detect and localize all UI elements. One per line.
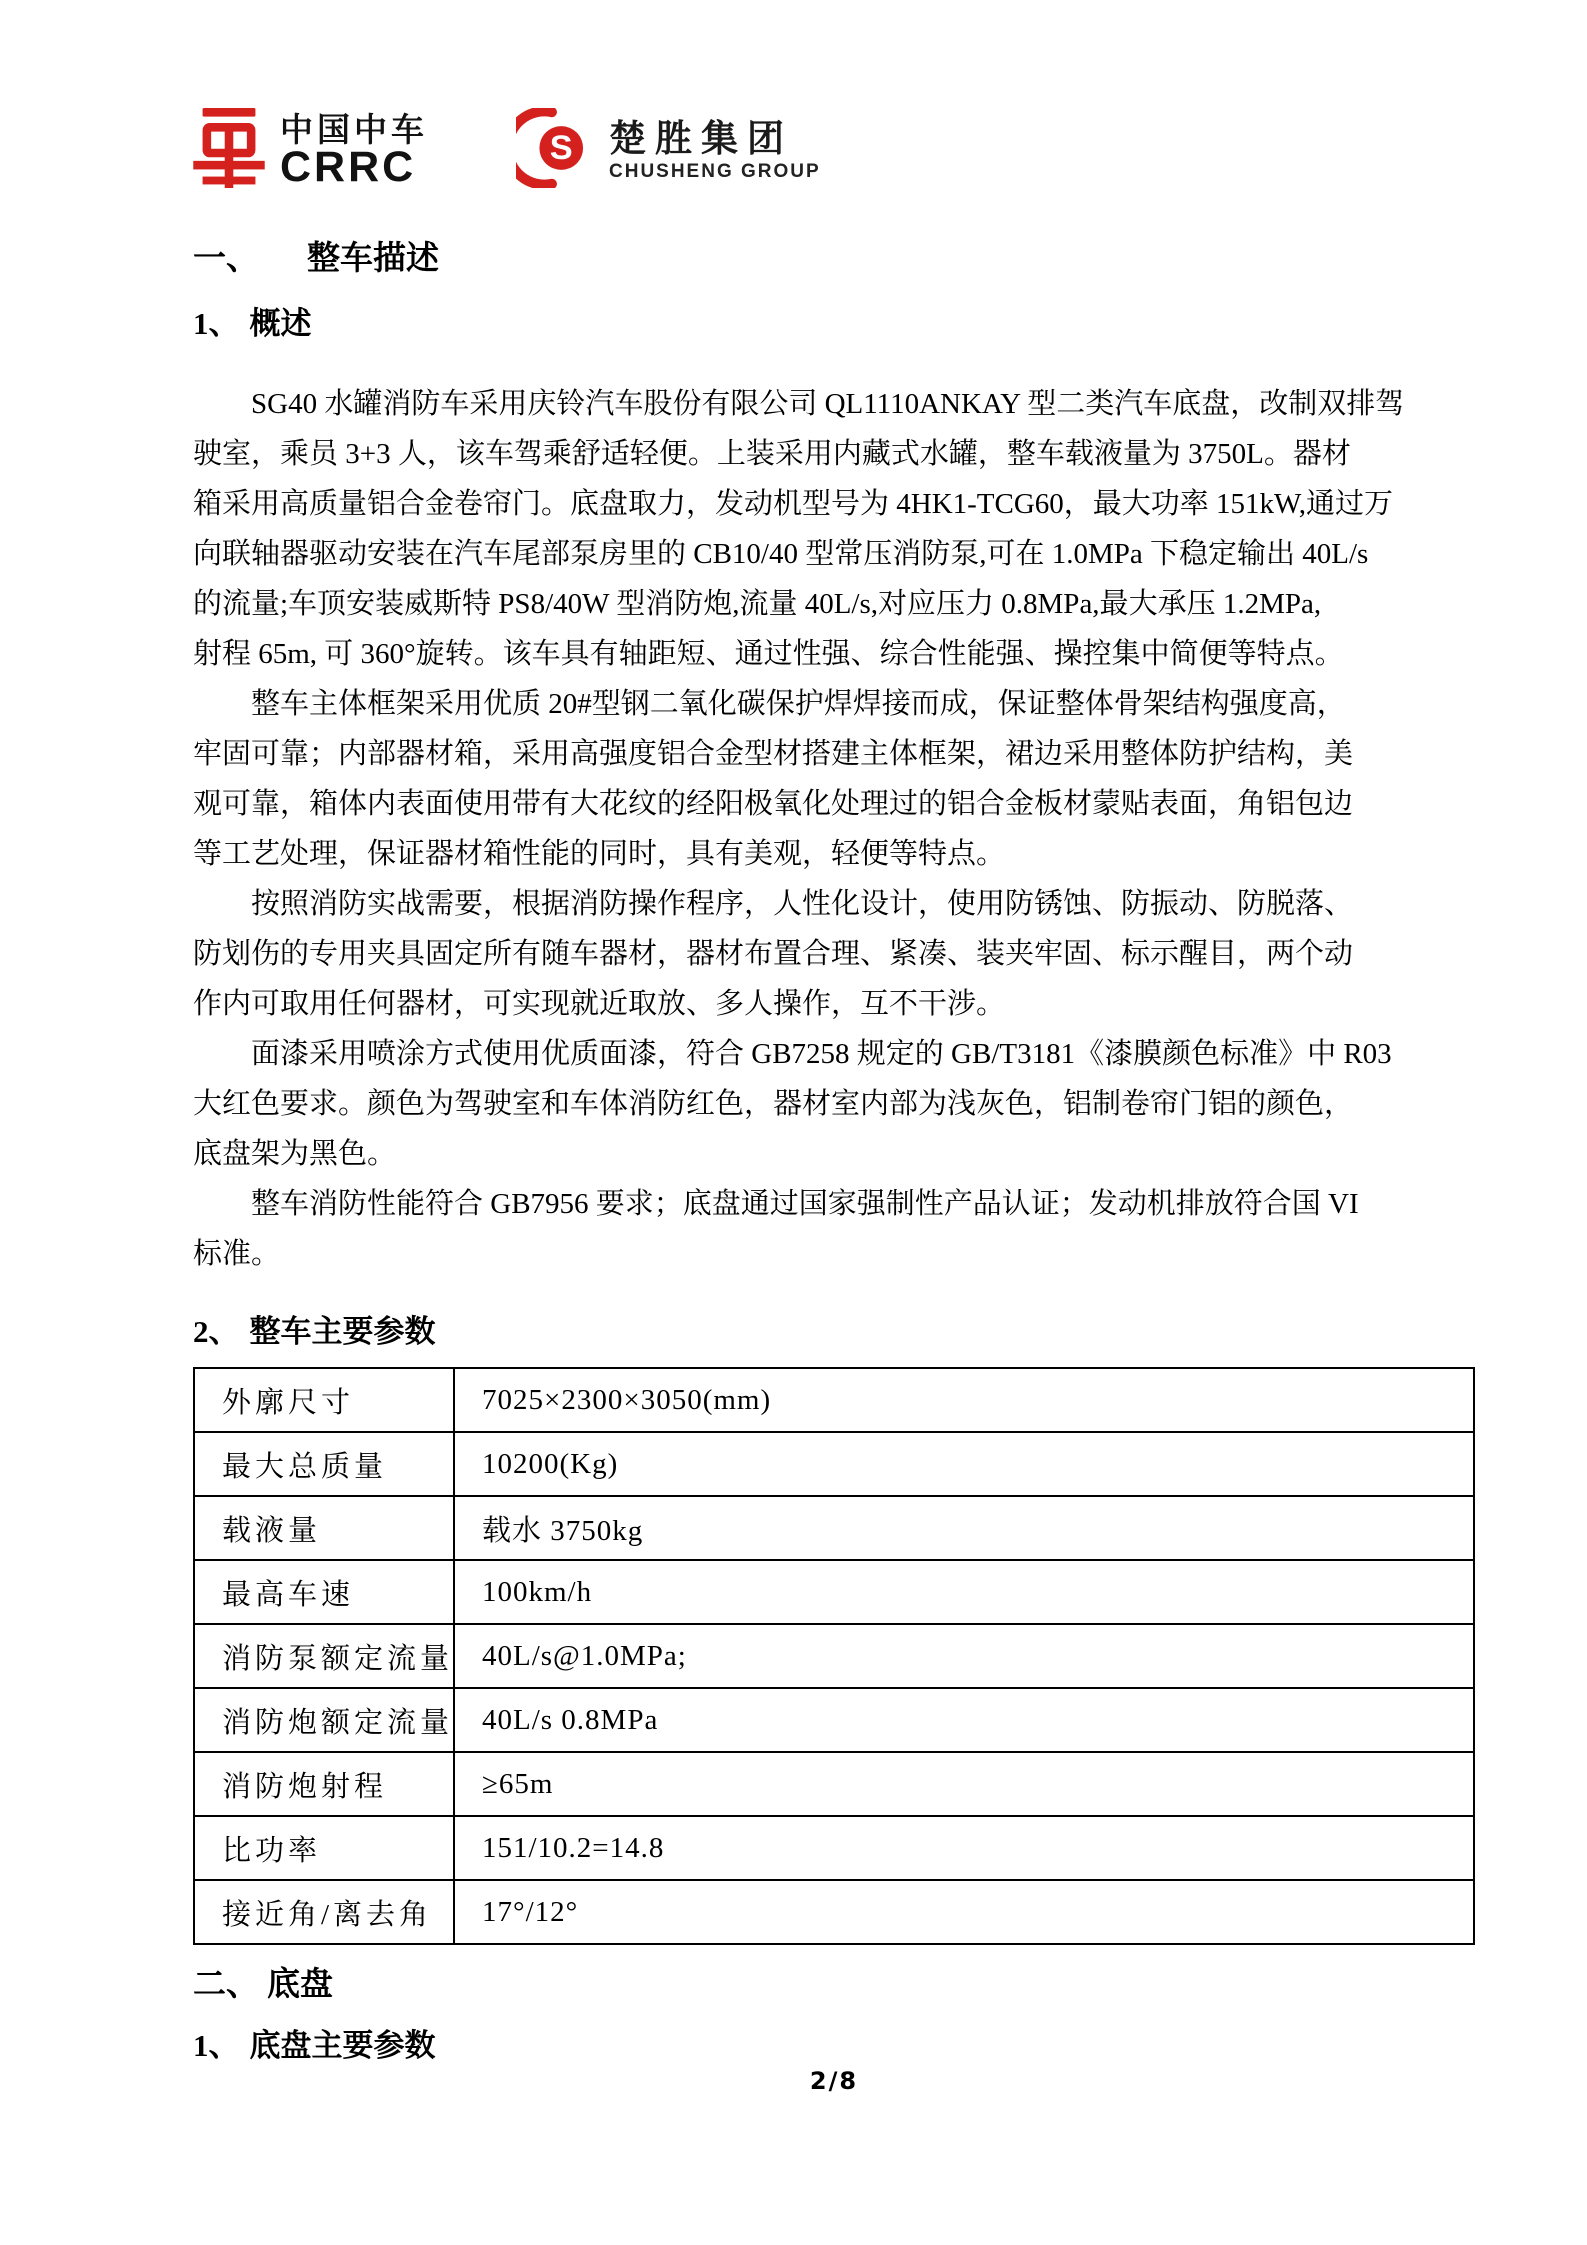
page-number: 2/8 <box>809 2067 859 2095</box>
section-1-1-title: 概述 <box>249 306 312 341</box>
overview-paragraphs <box>193 379 1475 1279</box>
svg-text:S: S <box>549 128 573 167</box>
crrc-logo <box>193 108 428 193</box>
parameter-label: 载液量 <box>194 1496 454 1560</box>
section-1-1-heading <box>193 305 1475 343</box>
section-2-1-number: 1、 <box>193 2028 240 2063</box>
chusheng-logo <box>516 108 821 193</box>
paragraph-line: 底盘架为黑色。 <box>193 1138 397 1170</box>
section-2-number: 二、 <box>193 1967 259 2003</box>
parameter-value: 151/10.2=14.8 <box>454 1816 1474 1880</box>
paragraph-line: 观可靠，箱体内表面使用带有大花纹的经阳极氧化处理过的铝合金板材蒙贴表面，角铝包边 <box>193 788 1354 820</box>
paragraph-line: SG40 水罐消防车采用庆铃汽车股份有限公司 QL1110ANKAY 型二类汽车底盘，改制双排驾 <box>251 388 1405 420</box>
section-2-heading <box>193 1965 1475 2005</box>
chusheng-name-en: CHUSHENG GROUP <box>609 160 821 182</box>
section-1-heading <box>193 239 1475 279</box>
paragraph-line: 防划伤的专用夹具固定所有随车器材，器材布置合理、紧凑、装夹牢固、标示醒目，两个动 <box>193 938 1354 970</box>
crrc-name-en: CRRC <box>280 143 417 192</box>
parameter-label: 最高车速 <box>194 1560 454 1624</box>
section-1-2-heading <box>193 1313 1475 1351</box>
paragraph-line: 标准。 <box>193 1238 281 1270</box>
parameter-label: 最大总质量 <box>194 1432 454 1496</box>
paragraph-line: 整车主体框架采用优质 20#型钢二氧化碳保护焊焊接而成，保证整体骨架结构强度高， <box>251 688 1346 720</box>
paragraph <box>193 379 1475 679</box>
section-2-1-heading <box>193 2027 1475 2065</box>
paragraph-line: 作内可取用任何器材，可实现就近取放、多人操作，互不干涉。 <box>193 988 1006 1020</box>
section-1-number: 一、 <box>193 241 259 277</box>
crrc-name-cn: 中国中车 <box>280 110 428 148</box>
table-row <box>194 1368 1474 1432</box>
paragraph-line: 箱采用高质量铝合金卷帘门。底盘取力，发动机型号为 4HK1-TCG60，最大功率 151kW,通过万 <box>193 488 1394 520</box>
document-page <box>193 0 1475 2095</box>
table-row <box>194 1880 1474 1944</box>
paragraph <box>193 679 1475 879</box>
paragraph-line: 射程 65m, 可 360°旋转。该车具有轴距短、通过性强、综合性能强、操控集中简便等特点。 <box>193 638 1344 670</box>
parameter-label: 外廓尺寸 <box>194 1368 454 1432</box>
paragraph <box>193 879 1475 1029</box>
parameter-label: 消防泵额定流量 <box>194 1624 454 1688</box>
section-1-2-title: 整车主要参数 <box>249 1314 436 1349</box>
parameter-value: 40L/s 0.8MPa <box>454 1688 1474 1752</box>
parameter-value: 7025×2300×3050(mm) <box>454 1368 1474 1432</box>
paragraph <box>193 1179 1475 1279</box>
parameter-label: 接近角/离去角 <box>194 1880 454 1944</box>
parameter-label: 比功率 <box>194 1816 454 1880</box>
section-2-title: 底盘 <box>267 1967 333 2003</box>
table-row <box>194 1624 1474 1688</box>
paragraph-line: 的流量;车顶安装威斯特 PS8/40W 型消防炮,流量 40L/s,对应压力 0.8MPa,最大承压 1.2MPa, <box>193 588 1322 620</box>
paragraph-line: 大红色要求。颜色为驾驶室和车体消防红色，器材室内部为浅灰色，铝制卷帘门铝的颜色， <box>193 1088 1354 1120</box>
table-row <box>194 1560 1474 1624</box>
paragraph-line: 按照消防实战需要，根据消防操作程序，人性化设计，使用防锈蚀、防振动、防脱落、 <box>251 888 1354 920</box>
parameter-label: 消防炮额定流量 <box>194 1688 454 1752</box>
parameter-label: 消防炮射程 <box>194 1752 454 1816</box>
parameter-value: 17°/12° <box>454 1880 1474 1944</box>
paragraph-line: 等工艺处理，保证器材箱性能的同时，具有美观，轻便等特点。 <box>193 838 1006 870</box>
parameter-value: 载水 3750kg <box>454 1496 1474 1560</box>
table-row <box>194 1688 1474 1752</box>
logo-header <box>193 108 1475 193</box>
section-1-title: 整车描述 <box>307 241 439 277</box>
parameter-value: 10200(Kg) <box>454 1432 1474 1496</box>
chusheng-mark-icon <box>516 108 594 193</box>
section-1-1-number: 1、 <box>193 306 240 341</box>
paragraph-line: 驶室，乘员 3+3 人，该车驾乘舒适轻便。上装采用内藏式水罐，整车载液量为 3750L。器材 <box>193 438 1351 470</box>
parameter-value: 100km/h <box>454 1560 1474 1624</box>
paragraph-line: 整车消防性能符合 GB7956 要求；底盘通过国家强制性产品认证；发动机排放符合国 VI <box>251 1188 1359 1220</box>
parameter-value: 40L/s@1.0MPa; <box>454 1624 1474 1688</box>
table-row <box>194 1816 1474 1880</box>
paragraph-line: 向联轴器驱动安装在汽车尾部泵房里的 CB10/40 型常压消防泵,可在 1.0MPa 下稳定输出 40L/s <box>193 538 1369 570</box>
table-row <box>194 1432 1474 1496</box>
table-row <box>194 1496 1474 1560</box>
chusheng-name-cn: 楚胜集团 <box>609 118 793 160</box>
paragraph-line: 面漆采用喷涂方式使用优质面漆，符合 GB7258 规定的 GB/T3181《漆膜颜色标准》中 R03 <box>251 1038 1392 1070</box>
paragraph <box>193 1029 1475 1179</box>
crrc-mark-icon <box>193 108 265 193</box>
table-row <box>194 1752 1474 1816</box>
section-2-1-title: 底盘主要参数 <box>249 2028 436 2063</box>
vehicle-parameters-table <box>193 1367 1475 1945</box>
section-1-2-number: 2、 <box>193 1314 240 1349</box>
paragraph-line: 牢固可靠；内部器材箱，采用高强度铝合金型材搭建主体框架，裙边采用整体防护结构，美 <box>193 738 1354 770</box>
parameter-value: ≥65m <box>454 1752 1474 1816</box>
